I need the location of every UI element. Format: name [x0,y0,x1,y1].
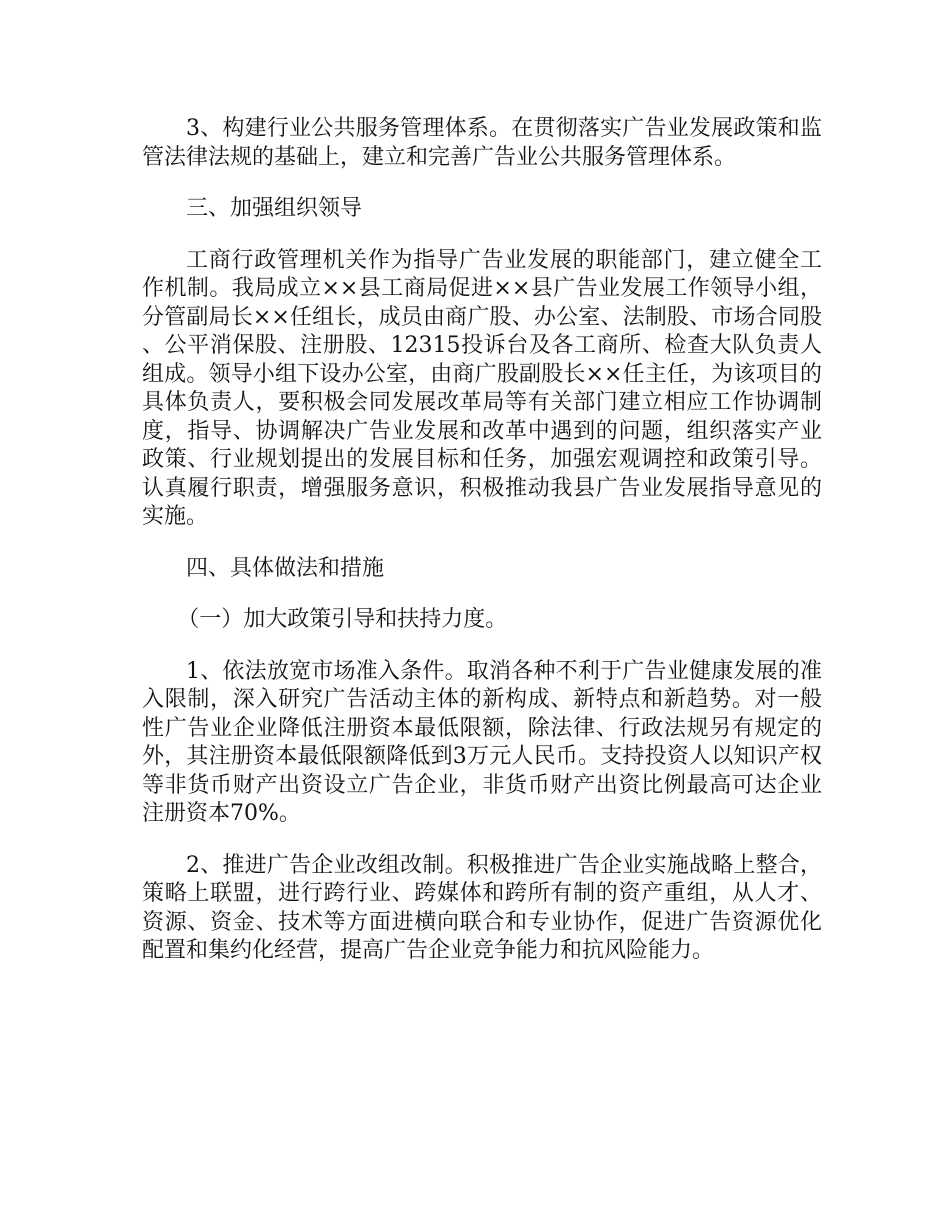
subsection-heading-policy-support: （一）加大政策引导和扶持力度。 [177,607,508,632]
section-heading-leadership: 三、加强组织领导 [186,196,363,221]
paragraph-market-access: 1、依法放宽市场准入条件。取消各种不利于广告业健康发展的准入限制，深入研究广告活动主体的新构成、新特点和新趋势。对一般性广告业企业降低注册资本最低限额，除法律、行政法规另有规定的外，其注册资本最低限额降低到3万元人民币。支持投资人以知识产权等非货币财产出资设立广告企业，非货币财产出资比例最高可达企业注册资本70%。 [142,658,822,826]
paragraph-leadership-group: 工商行政管理机关作为指导广告业发展的职能部门，建立健全工作机制。我局成立××县工商局促进××县广告业发展工作领导小组，分管副局长××任组长，成员由商广股、办公室、法制股、市场合同股、公平消保股、注册股、12315投诉台及各工商所、检查大队负责人组成。领导小组下设办公室，由商广股副股长××任主任，为该项目的具体负责人，要积极会同发展改革局等有关部门建立相应工作协调制度，指导、协调解决广告业发展和改革中遇到的问题，组织落实产业政策、行业规划提出的发展目标和任务，加强宏观调控和政策引导。认真履行职责，增强服务意识，积极推动我县广告业发展指导意见的实施。 [142,247,822,529]
document-page [142,115,822,989]
paragraph-enterprise-restructuring: 2、推进广告企业改组改制。积极推进广告企业实施战略上整合，策略上联盟，进行跨行业、跨媒体和跨所有制的资产重组，从人才、资源、资金、技术等方面进横向联合和专业协作，促进广告资源优化配置和集约化经营，提高广告企业竞争能力和抗风险能力。 [142,852,822,963]
paragraph-public-service-system: 3、构建行业公共服务管理体系。在贯彻落实广告业发展政策和监管法律法规的基础上，建立和完善广告业公共服务管理体系。 [142,116,822,170]
section-heading-measures: 四、具体做法和措施 [186,555,385,581]
